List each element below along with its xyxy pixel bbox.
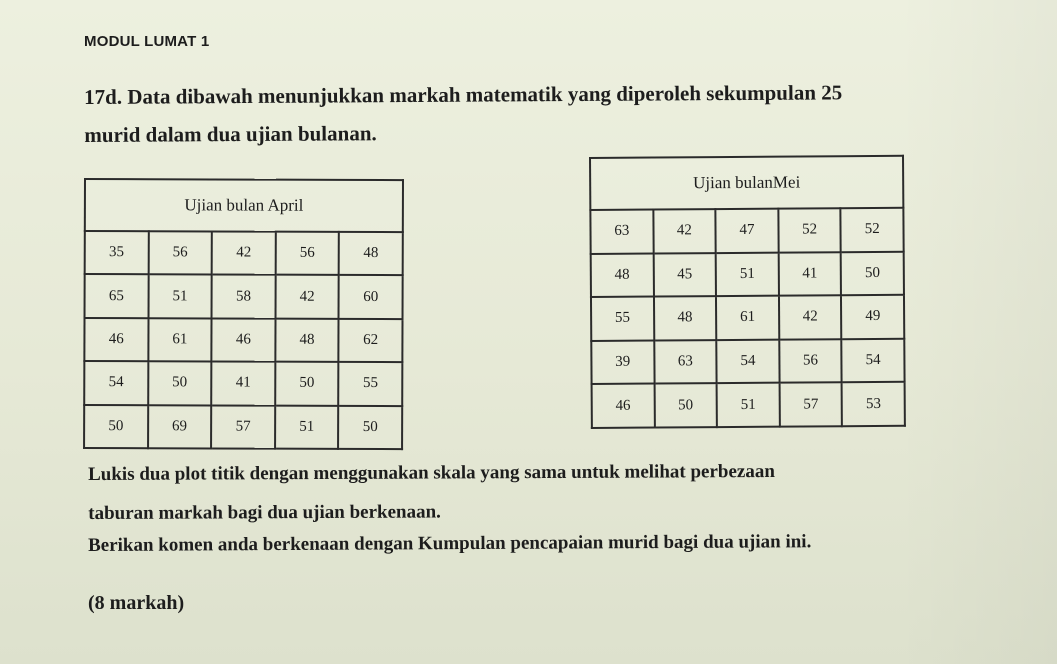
april-table-row bbox=[84, 405, 402, 450]
april-score-cell: 56 bbox=[148, 231, 212, 275]
mei-table-row bbox=[590, 208, 903, 254]
april-score-cell: 48 bbox=[339, 232, 403, 276]
april-score-cell: 50 bbox=[148, 361, 212, 405]
april-table-row bbox=[85, 231, 403, 276]
mei-score-cell: 56 bbox=[779, 339, 842, 383]
mei-score-cell: 63 bbox=[590, 210, 653, 254]
mei-score-cell: 63 bbox=[654, 340, 717, 384]
april-score-cell: 57 bbox=[211, 405, 275, 449]
april-score-cell: 35 bbox=[85, 231, 149, 275]
april-score-cell: 65 bbox=[85, 274, 149, 318]
question-line-1: 17d. Data dibawah menunjukkan markah matematik yang diperoleh sekumpulan 25 bbox=[84, 80, 843, 109]
mei-score-cell: 51 bbox=[717, 383, 780, 427]
april-table bbox=[83, 178, 404, 450]
april-score-cell: 42 bbox=[212, 231, 276, 275]
april-score-cell: 50 bbox=[275, 362, 339, 406]
mei-table-row bbox=[591, 295, 904, 341]
mei-score-cell: 41 bbox=[778, 252, 841, 296]
module-title: MODUL LUMAT 1 bbox=[84, 33, 210, 50]
april-score-cell: 60 bbox=[339, 275, 403, 319]
comment-instruction: Berikan komen anda berkenaan dengan Kumpulan pencapaian murid bagi dua ujian ini. bbox=[88, 531, 812, 556]
mei-score-cell: 51 bbox=[716, 252, 779, 296]
mei-table-row bbox=[591, 339, 904, 385]
april-score-cell: 51 bbox=[148, 275, 212, 319]
mei-score-cell: 46 bbox=[592, 384, 655, 428]
marks-label: (8 markah) bbox=[88, 592, 185, 614]
instruction-line-1: Lukis dua plot titik dengan menggunakan skala yang sama untuk melihat perbezaan bbox=[88, 461, 775, 485]
plot-instruction bbox=[88, 451, 948, 533]
april-score-table bbox=[83, 178, 404, 450]
mei-score-table bbox=[589, 155, 906, 429]
mei-score-cell: 42 bbox=[653, 209, 716, 253]
mei-score-cell: 52 bbox=[841, 208, 904, 252]
april-score-cell: 51 bbox=[275, 405, 339, 449]
question-line-2: murid dalam dua ujian bulanan. bbox=[84, 121, 377, 147]
mei-score-cell: 45 bbox=[653, 253, 716, 297]
mei-score-cell: 54 bbox=[716, 339, 779, 383]
april-table-title: Ujian bulan April bbox=[85, 179, 403, 232]
mei-score-cell: 42 bbox=[779, 295, 842, 339]
mei-score-cell: 50 bbox=[841, 251, 904, 295]
mei-score-cell: 39 bbox=[591, 340, 654, 384]
april-score-cell: 50 bbox=[84, 405, 148, 449]
april-score-cell: 41 bbox=[211, 362, 275, 406]
april-score-cell: 61 bbox=[148, 318, 212, 362]
april-score-cell: 54 bbox=[84, 361, 148, 405]
mei-score-cell: 61 bbox=[716, 296, 779, 340]
mei-score-cell: 55 bbox=[591, 297, 654, 341]
mei-score-cell: 49 bbox=[841, 295, 904, 339]
april-score-cell: 42 bbox=[275, 275, 339, 319]
mei-score-cell: 50 bbox=[654, 383, 717, 427]
question-text bbox=[84, 73, 934, 154]
instruction-line-2: taburan markah bagi dua ujian berkenaan. bbox=[88, 501, 441, 524]
mei-table-title: Ujian bulanMei bbox=[590, 156, 903, 210]
mei-score-cell: 48 bbox=[654, 296, 717, 340]
april-score-cell: 48 bbox=[275, 318, 339, 362]
mei-score-cell: 52 bbox=[778, 208, 841, 252]
april-score-cell: 46 bbox=[84, 318, 148, 362]
april-score-cell: 50 bbox=[338, 405, 402, 449]
april-score-cell: 56 bbox=[275, 232, 339, 276]
april-score-cell: 55 bbox=[339, 362, 403, 406]
april-table-row bbox=[85, 274, 403, 319]
mei-score-cell: 53 bbox=[842, 382, 905, 426]
mei-score-cell: 54 bbox=[842, 339, 905, 383]
april-score-cell: 62 bbox=[339, 319, 403, 363]
april-score-cell: 58 bbox=[212, 275, 276, 319]
mei-table-row bbox=[591, 251, 904, 297]
mei-score-cell: 57 bbox=[779, 383, 842, 427]
april-score-cell: 69 bbox=[148, 405, 212, 449]
april-table-row bbox=[84, 318, 402, 363]
april-table-row bbox=[84, 361, 402, 406]
mei-score-cell: 48 bbox=[591, 253, 654, 297]
mei-table bbox=[589, 155, 906, 429]
mei-score-cell: 47 bbox=[716, 209, 779, 253]
april-score-cell: 46 bbox=[212, 318, 276, 362]
mei-table-row bbox=[592, 382, 905, 428]
